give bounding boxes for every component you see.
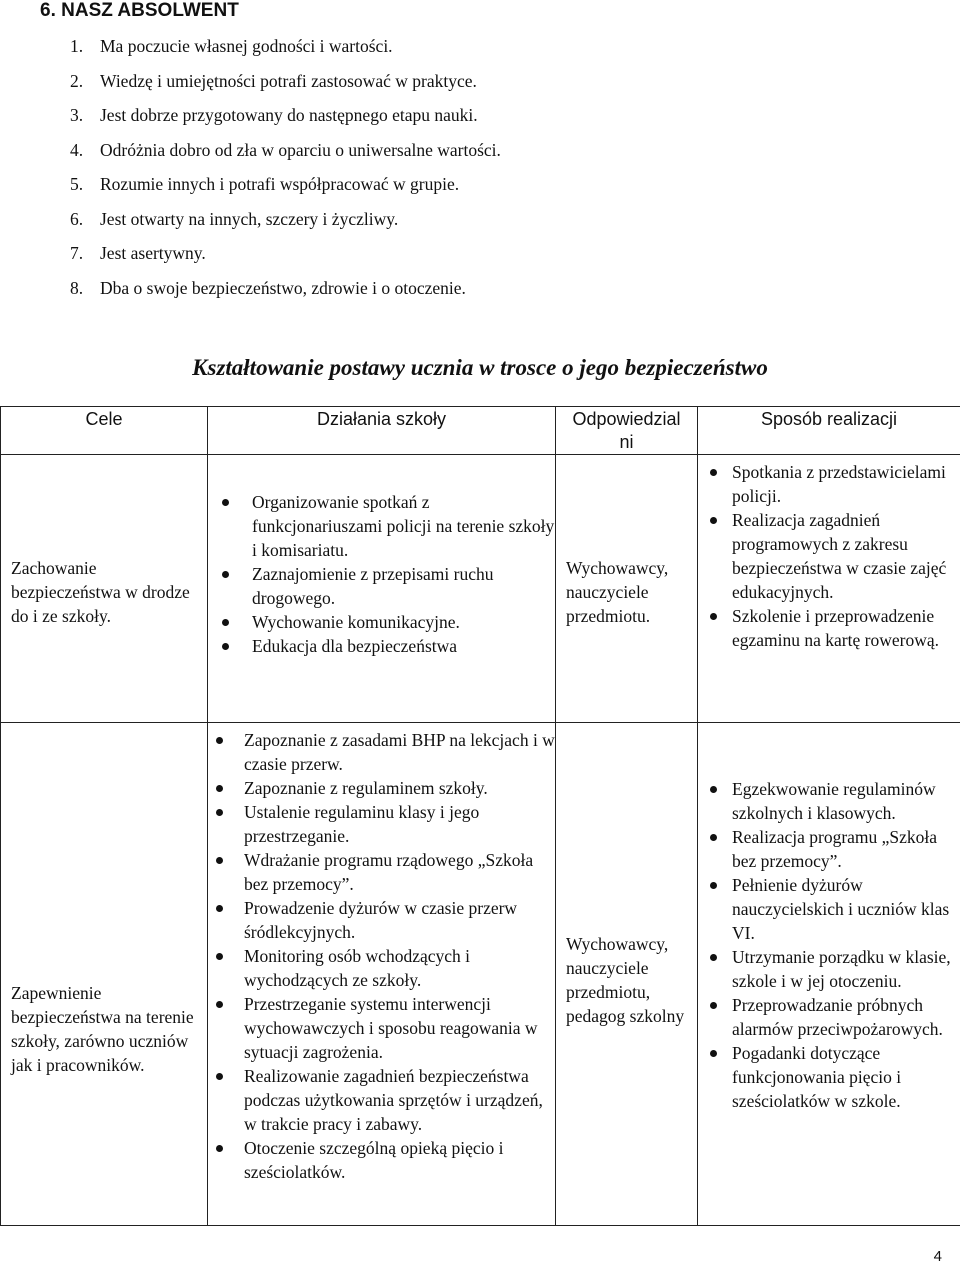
list-item: Zaznajomienie z przepisami ruchu drogowego. — [208, 562, 555, 610]
cell-odpowiedzialni — [556, 455, 698, 723]
goal-description: Zachowanie bezpieczeństwa w drodze do i ze szkoły. — [11, 557, 190, 626]
table-row — [1, 455, 960, 723]
goal-text: Wiedzę i umiejętności potrafi zastosować w praktyce. — [100, 70, 477, 91]
goal-item — [70, 102, 501, 137]
list-item: Utrzymanie porządku w klasie, szkole i w jej otoczeniu. — [698, 945, 960, 993]
goal-text: Jest dobrze przygotowany do następnego etapu nauki. — [100, 105, 478, 125]
list-item: Spotkania z przedstawicielami policji. — [698, 460, 960, 508]
cell-dzialania — [208, 723, 556, 1226]
goal-item — [70, 275, 501, 310]
list-item: Pełnienie dyżurów nauczycielskich i uczniów klas VI. — [698, 873, 960, 945]
goal-number: 1. — [70, 36, 84, 56]
goal-item — [70, 68, 501, 103]
list-item: Szkolenie i przeprowadzenie egzaminu na kartę rowerową. — [698, 604, 960, 652]
goal-number: 7. — [70, 243, 84, 263]
goal-text: Jest otwarty na innych, szczery i życzliwy. — [100, 208, 399, 229]
goal-item — [70, 33, 501, 68]
cell-cel — [1, 455, 208, 723]
goal-text: Rozumie innych i potrafi współpracować w grupie. — [100, 174, 460, 194]
cell-odpowiedzialni — [556, 723, 698, 1226]
goal-description: Zapewnienie bezpieczeństwa na terenie szkoły, zarówno uczniów jak i pracowników. — [11, 983, 194, 1075]
goal-number: 6. — [70, 208, 84, 229]
goal-text: Jest asertywny. — [100, 243, 206, 263]
header-dzialania: Działania szkoły — [208, 407, 556, 455]
methods-list — [698, 777, 960, 1113]
list-item: Wychowanie komunikacyjne. — [208, 610, 555, 634]
list-item: Realizacja programu „Szkoła bez przemocy”. — [698, 825, 960, 873]
responsible-text: Wychowawcy, nauczyciele przedmiotu. — [566, 557, 669, 626]
list-item: Otoczenie szczególną opieką pięcio i sześciolatków. — [208, 1136, 555, 1184]
list-item: Edukacja dla bezpieczeństwa — [208, 634, 555, 658]
responsible-text: Wychowawcy, nauczyciele przedmiotu, pedagog szkolny — [566, 934, 685, 1026]
page-number: 4 — [933, 1248, 942, 1265]
list-item: Ustalenie regulaminu klasy i jego przestrzeganie. — [208, 800, 555, 848]
goal-text: Dba o swoje bezpieczeństwo, zdrowie i o otoczenie. — [100, 277, 466, 298]
goal-number: 4. — [70, 139, 84, 160]
list-item: Prowadzenie dyżurów w czasie przerw śródlekcyjnych. — [208, 896, 555, 944]
list-item: Monitoring osób wchodzących i wychodzących ze szkoły. — [208, 944, 555, 992]
actions-list — [208, 490, 555, 658]
list-item: Pogadanki dotyczące funkcjonowania pięcio i sześciolatków w szkole. — [698, 1041, 960, 1113]
cell-sposob — [698, 723, 960, 1226]
list-item: Przestrzeganie systemu interwencji wychowawczych i sposobu reagowania w sytuacji zagrożenia. — [208, 992, 555, 1064]
list-item: Realizacja zagadnień programowych z zakresu bezpieczeństwa w czasie zajęć edukacyjnych. — [698, 508, 960, 604]
table-header-row — [1, 407, 960, 455]
goal-number: 2. — [70, 70, 84, 91]
list-item: Przeprowadzanie próbnych alarmów przeciwpożarowych. — [698, 993, 960, 1041]
section-heading: 6. NASZ ABSOLWENT — [40, 0, 239, 21]
list-item: Realizowanie zagadnień bezpieczeństwa podczas użytkowania sprzętów i urządzeń, w trakcie pracy i zabawy. — [208, 1064, 555, 1136]
header-cele: Cele — [1, 407, 208, 455]
cell-sposob — [698, 455, 960, 723]
goal-text: Odróżnia dobro od zła w oparciu o uniwersalne wartości. — [100, 139, 501, 160]
table-row — [1, 723, 960, 1226]
graduate-goals-list — [70, 33, 501, 309]
header-odpowiedzialni: Odpowiedzial ni — [556, 407, 698, 455]
goal-item — [70, 171, 501, 206]
goal-number: 5. — [70, 174, 84, 194]
list-item: Wdrażanie programu rządowego „Szkoła bez przemocy”. — [208, 848, 555, 896]
methods-list — [698, 460, 960, 652]
list-item: Organizowanie spotkań z funkcjonariuszami policji na terenie szkoły i komisariatu. — [208, 490, 555, 562]
list-item: Zapoznanie z regulaminem szkoły. — [208, 776, 555, 800]
table-title: Kształtowanie postawy ucznia w trosce o jego bezpieczeństwo — [192, 355, 768, 380]
goal-number: 8. — [70, 277, 84, 298]
goal-item — [70, 206, 501, 241]
safety-plan-table — [0, 406, 960, 1226]
goal-item — [70, 240, 501, 275]
goal-number: 3. — [70, 105, 84, 125]
actions-list — [208, 728, 555, 1184]
goal-item — [70, 137, 501, 172]
header-sposob: Sposób realizacji — [698, 407, 960, 455]
list-item: Egzekwowanie regulaminów szkolnych i klasowych. — [698, 777, 960, 825]
list-item: Zapoznanie z zasadami BHP na lekcjach i w czasie przerw. — [208, 728, 555, 776]
cell-cel — [1, 723, 208, 1226]
cell-dzialania — [208, 455, 556, 723]
goal-text: Ma poczucie własnej godności i wartości. — [100, 36, 393, 56]
